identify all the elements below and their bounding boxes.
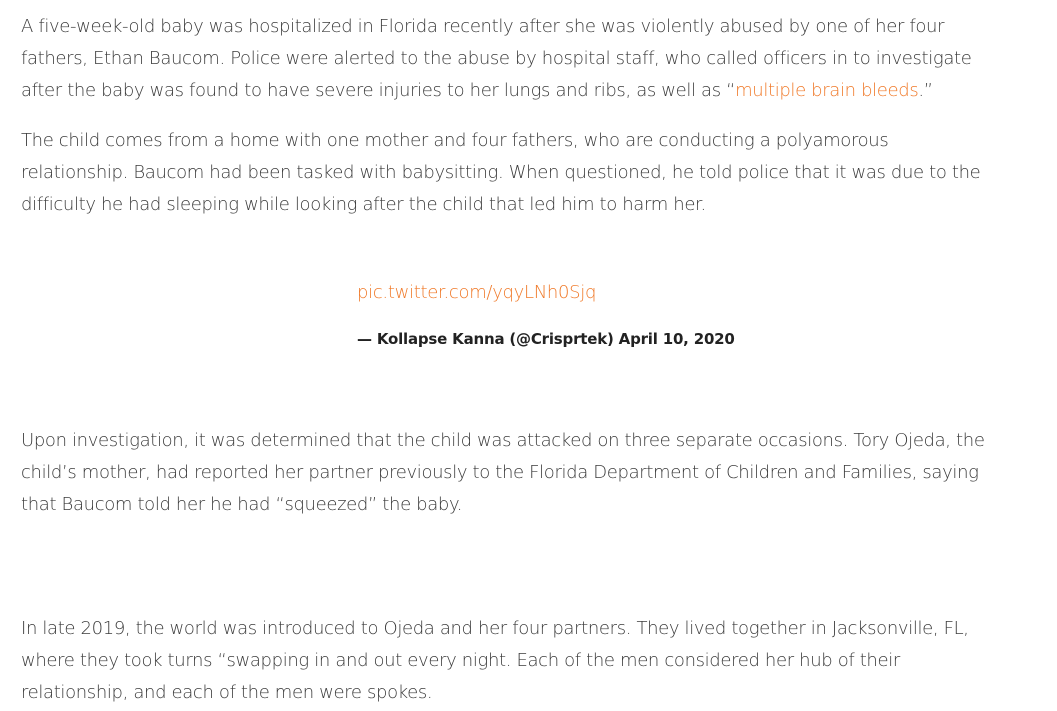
- paragraph-line: [21, 75, 1051, 107]
- paragraph-background: [21, 613, 1051, 709]
- tweet-attribution: — Kollapse Kanna (@Crisprtek) April 10, 2020: [357, 330, 735, 348]
- paragraph-household: [21, 125, 1051, 221]
- paragraph-text: .”: [918, 80, 933, 101]
- paragraph-line: that Baucom told her he had “squeezed” the baby.: [21, 494, 463, 515]
- brain-bleeds-link[interactable]: multiple brain bleeds: [735, 80, 919, 101]
- paragraph-line: The child comes from a home with one mother and four fathers, who are conducting a polyamorous: [21, 130, 889, 151]
- paragraph-text: after the baby was found to have severe injuries to her lungs and ribs, as well as “: [21, 80, 736, 101]
- paragraph-line: relationship. Baucom had been tasked with babysitting. When questioned, he told police that it was due to the: [21, 162, 981, 183]
- paragraph-line: relationship, and each of the men were spokes.: [21, 682, 433, 703]
- paragraph-investigation: [21, 425, 1051, 521]
- paragraph-line: Upon investigation, it was determined that the child was attacked on three separate occasions. Tory Ojeda, the: [21, 430, 985, 451]
- tweet-pic-link[interactable]: pic.twitter.com/yqyLNh0Sjq: [357, 282, 597, 303]
- paragraph-line: A five-week-old baby was hospitalized in Florida recently after she was violently abused by one of her four: [21, 16, 945, 37]
- paragraph-line: fathers, Ethan Baucom. Police were alerted to the abuse by hospital staff, who called officers in to investigate: [21, 48, 972, 69]
- paragraph-hospitalized: [21, 11, 1051, 107]
- paragraph-line: where they took turns “swapping in and out every night. Each of the men considered her hub of their: [21, 650, 900, 671]
- paragraph-line: In late 2019, the world was introduced to Ojeda and her four partners. They lived together in Jacksonville, FL,: [21, 618, 969, 639]
- paragraph-line: difficulty he had sleeping while looking after the child that led him to harm her.: [21, 194, 706, 215]
- paragraph-line: child’s mother, had reported her partner previously to the Florida Department of Children and Families, saying: [21, 462, 979, 483]
